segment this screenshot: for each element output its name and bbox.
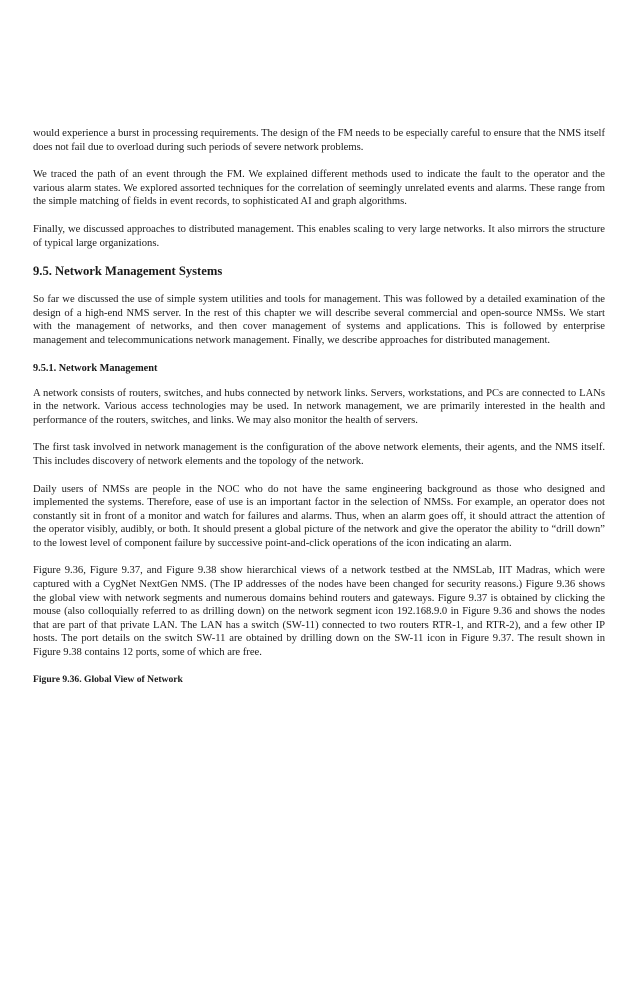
paragraph-network-components: A network consists of routers, switches, and hubs connected by network links. Servers, workstations, and PCs are connected to LANs in the network. Various access technologies may be used. In network management, we are primarily interested in the health and performance of the routers, switches, and links. We may also monitor the health of servers.: [33, 387, 605, 426]
figure-caption: Figure 9.36. Global View of Network: [33, 673, 183, 685]
paragraph-event-path: We traced the path of an event through the FM. We explained different methods used to indicate the fault to the operator and the various alarm states. We explored assorted techniques for the correlation of seemingly unrelated events and alarms. These range from the simple matching of fields in event records, to sophisticated AI and graph algorithms.: [33, 169, 605, 208]
section-heading: 9.5. Network Management Systems: [33, 264, 223, 279]
paragraph-fm-overload: would experience a burst in processing requirements. The design of the FM needs to be especially careful to ensure that the NMS itself does not fail due to overload during such periods of severe network problems.: [33, 128, 606, 153]
section-intro: So far we discussed the use of simple system utilities and tools for management. This was followed by a detailed examination of the design of a high-end NMS server. In the rest of this chapter we will describe several commercial and open-source NMSs. We start with the management of networks, and then cover management of systems and applications. This is followed by enterprise management and telecommunications network management. Finally, we describe approaches for distributed management.: [33, 294, 605, 346]
page-body: [33, 127, 605, 686]
subsection-heading: 9.5.1. Network Management: [33, 362, 158, 374]
paragraph-configuration: The first task involved in network management is the configuration of the above network elements, their agents, and the NMS itself. This includes discovery of network elements and the topology of the network.: [33, 442, 605, 467]
paragraph-noc-users: Daily users of NMSs are people in the NOC who do not have the same engineering background as those who designed and implemented the systems. Therefore, ease of use is an important factor in the selection of NMSs. For example, an operator does not constantly sit in front of a monitor and watch for failures and alarms. Thus, when an alarm goes off, it should attract the attention of the operator visibly, audibly, or both. It should present a global picture of the network and give the operator the ability to “drill down” to the lowest level of component failure by successive point-and-click operations of the icon indicating an alarm.: [33, 483, 605, 549]
paragraph-distributed-management: Finally, we discussed approaches to distributed management. This enables scaling to very large networks. It also mirrors the structure of typical large organizations.: [33, 223, 605, 249]
paragraph-figures: Figure 9.36, Figure 9.37, and Figure 9.38 show hierarchical views of a network testbed at the NMSLab, IIT Madras, which were captured with a CygNet NextGen NMS. (The IP addresses of the nodes have been changed for security reasons.) Figure 9.36 shows the global view with network segments and numerous domains behind routers and gateways. Figure 9.37 is obtained by clicking the mouse (also colloquially referred to as drilling down) on the network segment icon 192.168.9.0 in Figure 9.36 and shows the nodes that are part of that private LAN. The LAN has a switch (SW-11) connected to two routers RTR-1, and RTR-2), and a few other IP hosts. The port details on the switch SW-11 are obtained by drilling down on the SW-11 icon in Figure 9.37. The result shown in Figure 9.38 contains 12 ports, some of which are free.: [33, 565, 605, 659]
